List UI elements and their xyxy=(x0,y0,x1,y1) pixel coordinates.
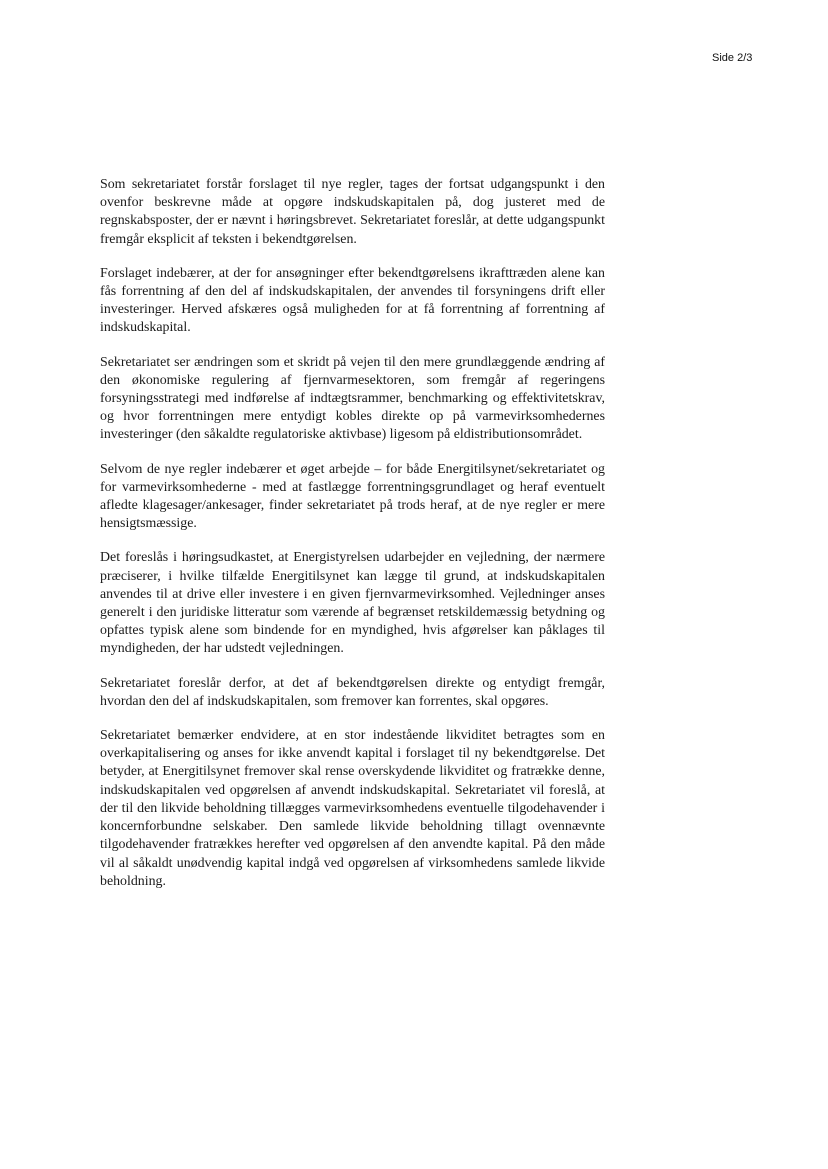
document-body xyxy=(100,176,605,907)
paragraph: Sekretariatet bemærker endvidere, at en stor indestående likviditet betragtes som en overkapitalisering og anses for ikke anvendt kapital i forslaget til ny bekendtgørelse. Det betyder, at Energitilsynet fremover skal rense overskydende likviditet og fratrække denne, indskudskapitalen ved opgørelsen af anvendt indskudskapital. Sekretariatet vil foreslå, at der til den likvide beholdning tillægges varmevirksomhedens eventuelle tilgodehavender i koncernforbundne selskaber. Den samlede likvide beholdning tillagt ovennævnte tilgodehavender fratrækkes herefter ved opgørelsen af den anvendte kapital. På den måde vil al såkaldt unødvendig kapital indgå ved opgørelsen af virksomhedens samlede likvide beholdning. xyxy=(100,728,605,889)
paragraph: Sekretariatet foreslår derfor, at det af bekendtgørelsen direkte og entydigt fremgår, hvordan den del af indskudskapitalen, som fremover kan forrentes, skal opgøres. xyxy=(100,675,605,709)
paragraph: Som sekretariatet forstår forslaget til nye regler, tages der fortsat udgangspunkt i den ovenfor beskrevne måde at opgøre indskudskapitalen på, dog justeret med de regnskabsposter, der er nævnt i høringsbrevet. Sekretariatet foreslår, at dette udgangspunkt fremgår eksplicit af teksten i bekendtgørelsen. xyxy=(100,177,605,247)
paragraph: Forslaget indebærer, at der for ansøgninger efter bekendtgørelsens ikrafttræden alene kan fås forrentning af den del af indskudskapitalen, der anvendes til forsyningens drift eller investeringer. Herved afskæres også muligheden for at få forrentning af forrentning af indskudskapital. xyxy=(100,265,605,336)
paragraph: Det foreslås i høringsudkastet, at Energistyrelsen udarbejder en vejledning, der nærmere præciserer, i hvilke tilfælde Energitilsynet kan lægge til grund, at indskudskapitalen anvendes til at drive eller investere i en given fjernvarmevirksomhed. Vejledninger anses generelt i den juridiske litteratur som værende af begrænset retskildemæssig betydning og opfattes typisk alene som bindende for en myndighed, hvis afgørelser kan påklages til myndigheden, der har udstedt vejledningen. xyxy=(100,550,605,657)
paragraph: Selvom de nye regler indebærer et øget arbejde – for både Energitilsynet/sekretariatet og for varmevirksomhederne - med at fastlægge forrentningsgrundlaget og heraf eventuelt afledte klagesager/ankesager, finder sekretariatet på trods heraf, at de nye regler er mere hensigtsmæssige. xyxy=(100,461,605,532)
page-number: Side 2/3 xyxy=(712,52,753,64)
paragraph: Sekretariatet ser ændringen som et skridt på vejen til den mere grundlæggende ændring af den økonomiske regulering af fjernvarmesektoren, som fremgår af regeringens forsyningsstrategi med indførelse af indtægtsrammer, benchmarking og effektivitetskrav, og hvor forrentningen mere entydigt kobles direkte op på varmevirksomhedernes investeringer (den såkaldte regulatoriske aktivbase) ligesom på eldistributionsområdet. xyxy=(100,354,605,443)
